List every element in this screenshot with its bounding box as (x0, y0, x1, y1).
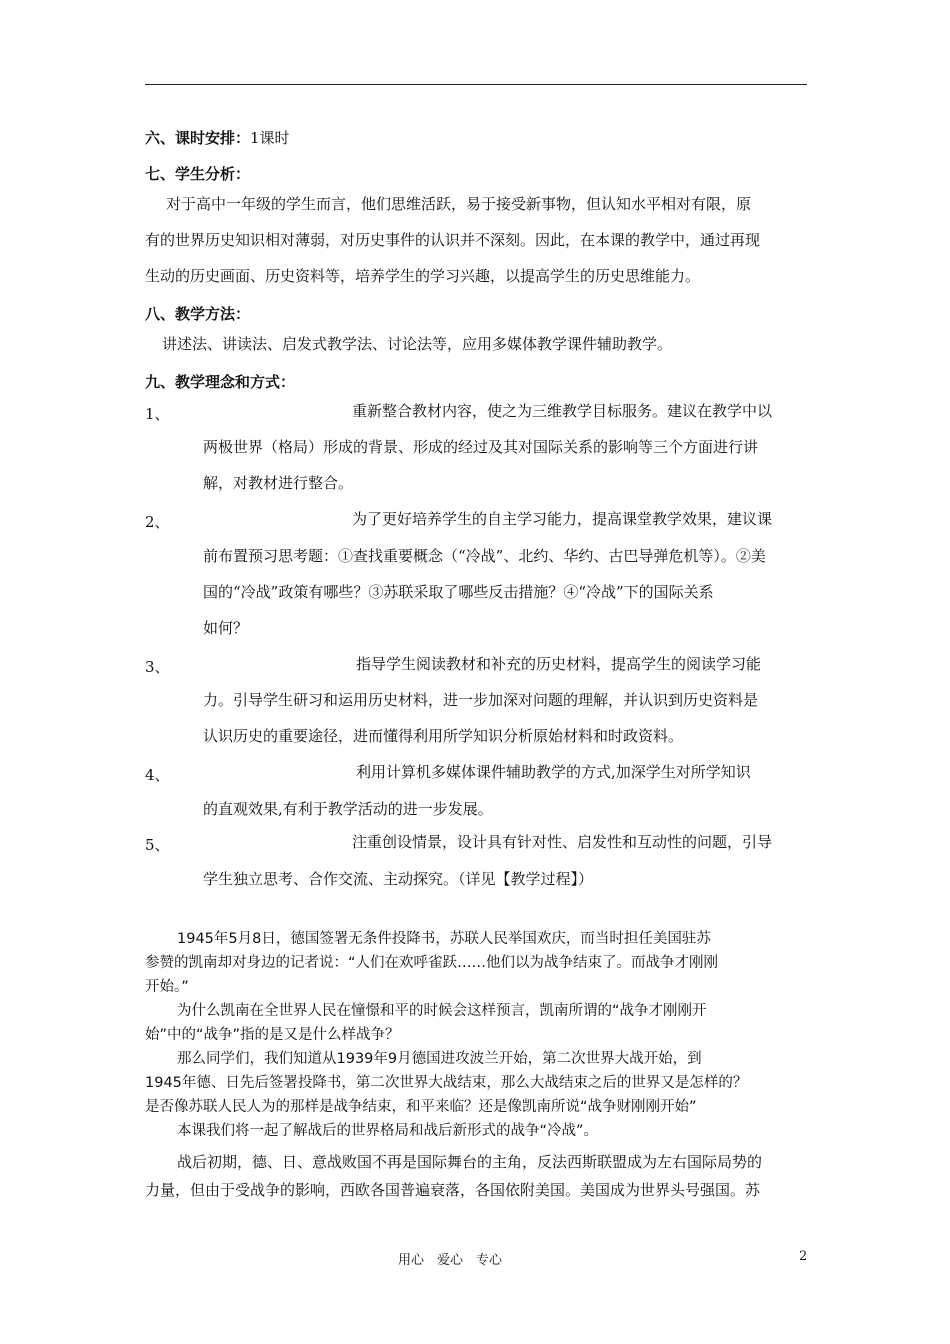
list-item-line: 的直观效果,有利于教学活动的进一步发展。 (203, 800, 493, 818)
section-7-line: 有的世界历史知识相对薄弱，对历史事件的认识并不深刻。因此，在本课的教学中，通过再现 (145, 231, 761, 249)
list-item-line: 重新整合教材内容，使之为三维教学目标服务。建议在教学中以 (352, 402, 773, 420)
list-item-number: 2、 (145, 513, 170, 531)
narrative-line: 为什么凯南在全世界人民在憧憬和平的时候会这样预言，凯南所谓的“战争才刚刚开 (177, 1003, 707, 1019)
narrative-line: 那么同学们，我们知道从1939年9月德国进攻波兰开始，第二次世界大战开始，到 (177, 1051, 702, 1067)
section-6-heading (145, 127, 290, 148)
section-8-heading: 八、教学方法： (145, 305, 251, 323)
section-7-line: 对于高中一年级的学生而言，他们思维活跃，易于接受新事物，但认知水平相对有限，原 (166, 195, 752, 213)
list-item-line: 学生独立思考、合作交流、主动探究。（详见【教学过程】） (203, 870, 594, 888)
section-6-value: 1课时 (250, 129, 290, 147)
list-item-number: 5、 (145, 836, 170, 854)
section-7-line: 生动的历史画面、历史资料等，培养学生的学习兴趣，以提高学生的历史思维能力。 (145, 267, 701, 285)
list-item-line: 利用计算机多媒体课件辅助教学的方式,加深学生对所学知识 (356, 763, 751, 781)
narrative-line: 参赞的凯南却对身边的记者说：“人们在欢呼雀跃……他们以为战争结束了。而战争才刚刚 (145, 955, 719, 971)
list-item-line: 注重创设情景，设计具有针对性、启发性和互动性的问题，引导 (352, 833, 773, 851)
list-item-line: 为了更好培养学生的自主学习能力，提高课堂教学效果，建议课 (352, 510, 773, 528)
narrative-line: 开始。” (145, 979, 189, 995)
list-item-line: 前布置预习思考题：①查找重要概念（“冷战”、北约、华约、古巴导弹危机等）。②美 (203, 547, 766, 565)
narrative-line: 力量，但由于受战争的影响，西欧各国普遍衰落，各国依附美国。美国成为世界头号强国。苏 (145, 1181, 761, 1199)
header-rule (145, 84, 807, 85)
section-7-heading: 七、学生分析： (145, 165, 251, 183)
narrative-line: 战后初期，德、日、意战败国不再是国际舞台的主角，反法西斯联盟成为左右国际局势的 (177, 1153, 763, 1171)
narrative-line: 1945年德、日先后签署投降书，第二次世界大战结束，那么大战结束之后的世界又是怎样的？ (145, 1075, 748, 1091)
list-item-line: 国的“冷战”政策有哪些？③苏联采取了哪些反击措施？④“冷战”下的国际关系 (203, 583, 714, 601)
list-item-line: 解，对教材进行整合。 (203, 474, 354, 492)
footer-motto: 用心 爱心 专心 (398, 1253, 503, 1268)
list-item-line: 力。引导学生研习和运用历史材料，进一步加深对问题的理解，并认识到历史资料是 (203, 691, 759, 709)
list-item-number: 4、 (145, 766, 170, 784)
section-9-heading: 九、教学理念和方式： (145, 373, 296, 391)
section-6-title: 六、课时安排： (145, 129, 251, 147)
section-8-text: 讲述法、讲读法、启发式教学法、讨论法等，应用多媒体教学课件辅助教学。 (162, 335, 673, 353)
list-item-line: 两极世界（格局）形成的背景、形成的经过及其对国际关系的影响等三个方面进行讲 (203, 438, 759, 456)
list-item-number: 3、 (145, 658, 170, 676)
narrative-line: 本课我们将一起了解战后的世界格局和战后新形式的战争“冷战”。 (177, 1123, 599, 1139)
narrative-line: 1945年5月8日，德国签署无条件投降书，苏联人民举国欢庆，而当时担任美国驻苏 (177, 931, 711, 947)
list-item-line: 认识历史的重要途径，进而懂得利用所学知识分析原始材料和时政资料。 (203, 727, 684, 745)
list-item-number: 1、 (145, 405, 170, 423)
narrative-line: 是否像苏联人民人为的那样是战争结束，和平来临？还是像凯南所说“战争财刚刚开始” (145, 1099, 697, 1115)
page-number: 2 (799, 1249, 808, 1264)
list-item-line: 指导学生阅读教材和补充的历史材料，提高学生的阅读学习能 (356, 655, 762, 673)
list-item-line: 如何？ (203, 619, 249, 637)
narrative-line: 始”中的“战争”指的是又是什么样战争？ (145, 1027, 400, 1043)
